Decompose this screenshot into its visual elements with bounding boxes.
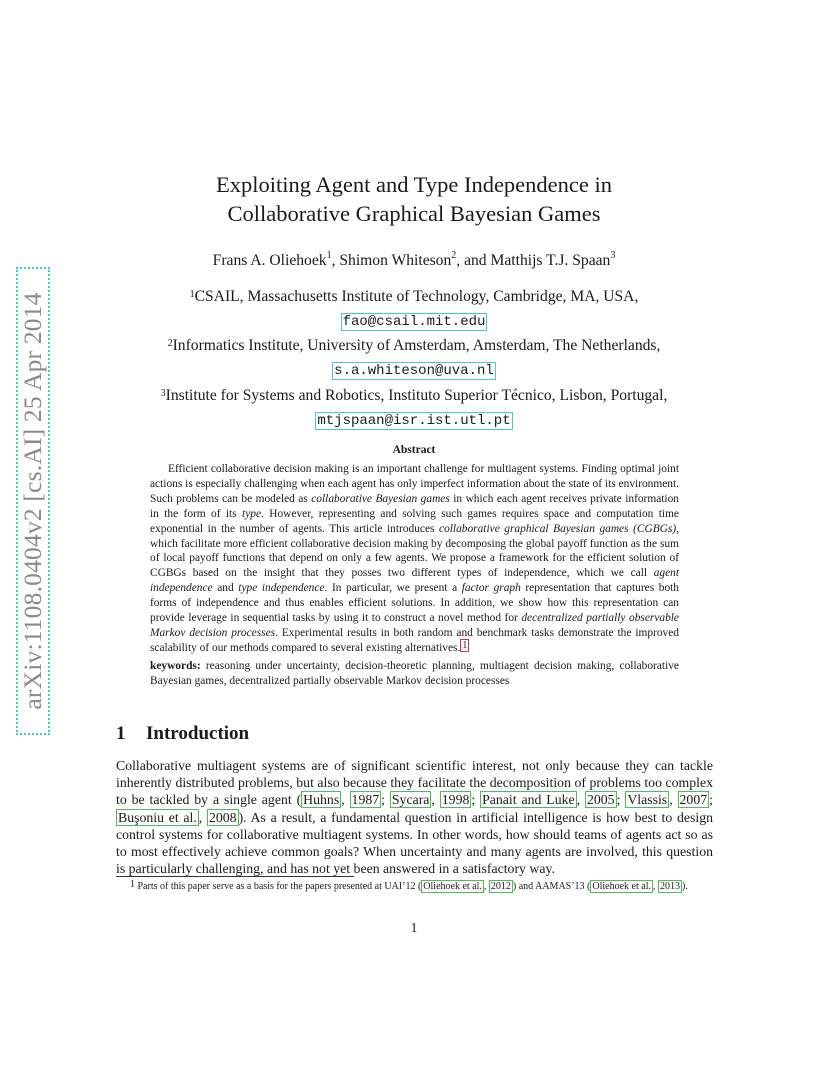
affiliation-text: Informatics Institute, University of Amsterdam, Amsterdam, The Netherlands, [172,337,661,355]
keywords [150,659,679,689]
title-line-2: Collaborative Graphical Bayesian Games [227,201,601,226]
citation-link[interactable]: 2005 [586,792,615,808]
citation-link[interactable]: 1987 [351,792,380,808]
affiliations [114,285,714,433]
affil-mark: 1 [189,289,195,300]
citation-link[interactable]: Oliehoek et al. [592,881,651,892]
section-number: 1 [116,723,126,744]
footnote-link[interactable]: 1 [462,639,468,651]
citation-link[interactable]: Sycara [391,792,430,808]
author-separator: , [331,252,340,269]
keywords-label: keywords: [150,659,201,672]
affiliation-email-row [114,309,714,335]
keywords-text: reasoning under uncertainty, decision-theoretic planning, multiagent decision making, collaborative Bayesian games, decentralized partially observable Markov decision processes [150,659,679,687]
author-affil-mark: 1 [326,250,332,261]
citation-link[interactable]: 1998 [441,792,470,808]
page-number: 1 [410,920,418,935]
email-link[interactable]: s.a.whiteson@uva.nl [334,363,494,380]
citation-link[interactable]: Huhns [303,792,340,808]
section-heading [116,723,249,745]
abstract [150,462,679,689]
email-link[interactable]: fao@csail.mit.edu [342,313,486,330]
arxiv-identifier-stamp[interactable] [16,267,50,735]
citation-link[interactable]: 2008 [208,809,237,825]
citation-link[interactable]: Panait and Luke [482,792,575,808]
intro-paragraph: Collaborative multiagent systems are of significant scientific interest, not only because they can tackle inherently distributed problems, but also because they facilitate the decomposition of problems too complex to be tackled by a single agent ( Huhns , 1987 ; Sycara , 1998 ; Panait and Luke , 2005 ; Vlassis , 2007 ; Buşoniu et al. , 2008 ). As a result, a fundamental question in artificial intelligence is how best to design control systems for collaborative multiagent systems. In other words, how should teams of agents act so as to most effectively achieve common goals? When uncertainty and many agents are involved, this question is particularly challenging, and has not yet been answered in a satisfactory way. [116,758,713,877]
author-name: Shimon Whiteson [339,252,452,269]
title-line-1: Exploiting Agent and Type Independence in [215,172,613,197]
affiliation-line [114,384,714,408]
affil-mark: 3 [160,387,166,399]
citation-link[interactable]: Vlassis [627,792,668,808]
affil-mark: 2 [167,338,173,350]
citation-link[interactable]: 2012 [490,881,511,892]
author-name: Frans A. Oliehoek [212,252,327,269]
citation-link[interactable]: 2007 [679,792,708,808]
citation-link[interactable]: 2013 [659,881,680,892]
author-list [114,252,714,270]
arxiv-stamp-text: arXiv:1108.0404v2 [cs.AI] 25 Apr 2014 [18,292,47,710]
affiliation-line [114,285,714,309]
section-title: Introduction [146,723,250,744]
footnote-mark: 1 [130,879,135,890]
affiliation-text: Institute for Systems and Robotics, Instituto Superior Técnico, Lisbon, Portugal, [165,386,668,404]
author-affil-mark: 3 [610,250,616,261]
author-name: Matthijs T.J. Spaan [490,252,611,269]
citation-link[interactable]: Oliehoek et al. [423,881,482,892]
author-separator: , and [456,252,491,269]
author-affil-mark: 2 [451,250,457,261]
email-link[interactable]: mtjspaan@isr.ist.utl.pt [317,412,511,429]
affiliation-email-row [114,408,714,434]
affiliation-line [114,334,714,358]
abstract-heading: Abstract [392,444,436,456]
paper-title [114,170,714,228]
footnote: $^1$ Parts of this paper serve as a basis for the papers presented at UAI’12 ( Oliehoek et al. , 2012 ) and AAMAS’13 ( Oliehoek et al. , 2013 ). [130,879,688,892]
affiliation-email-row [114,358,714,384]
affiliation-text: CSAIL, Massachusetts Institute of Technology, Cambridge, MA, USA, [194,288,639,305]
footnote-rule [116,876,354,877]
citation-link[interactable]: Buşoniu et al. [118,809,197,825]
abstract-body: Efficient collaborative decision making is an important challenge for multiagent systems. Finding optimal joint actions is especially challenging when each agent has only imperfect information about the state of its environment. Such problems can be modeled as collaborative Bayesian games in which each agent receives private information in the form of its type. However, representing and solving such games requires space and computation time exponential in the number of agents. This article introduces collaborative graphical Bayesian games (CGBGs), which facilitate more efficient collaborative decision making by decomposing the global payoff function as the sum of local payoff functions that depend on only a few agents. We propose a framework for the efficient solution of CGBGs based on the insight that they posses two different types of independence, which we call agent independence and type independence. In particular, we present a factor graph representation that captures both forms of independence and thus enables efficient solutions. In addition, we show how this representation can provide leverage in sequential tasks by using it to construct a novel method for decentralized partially observable Markov decision processes. Experimental results in both random and benchmark tasks demonstrate the improved scalability of our methods compared to several existing alternatives. $^1$ [150,463,680,654]
